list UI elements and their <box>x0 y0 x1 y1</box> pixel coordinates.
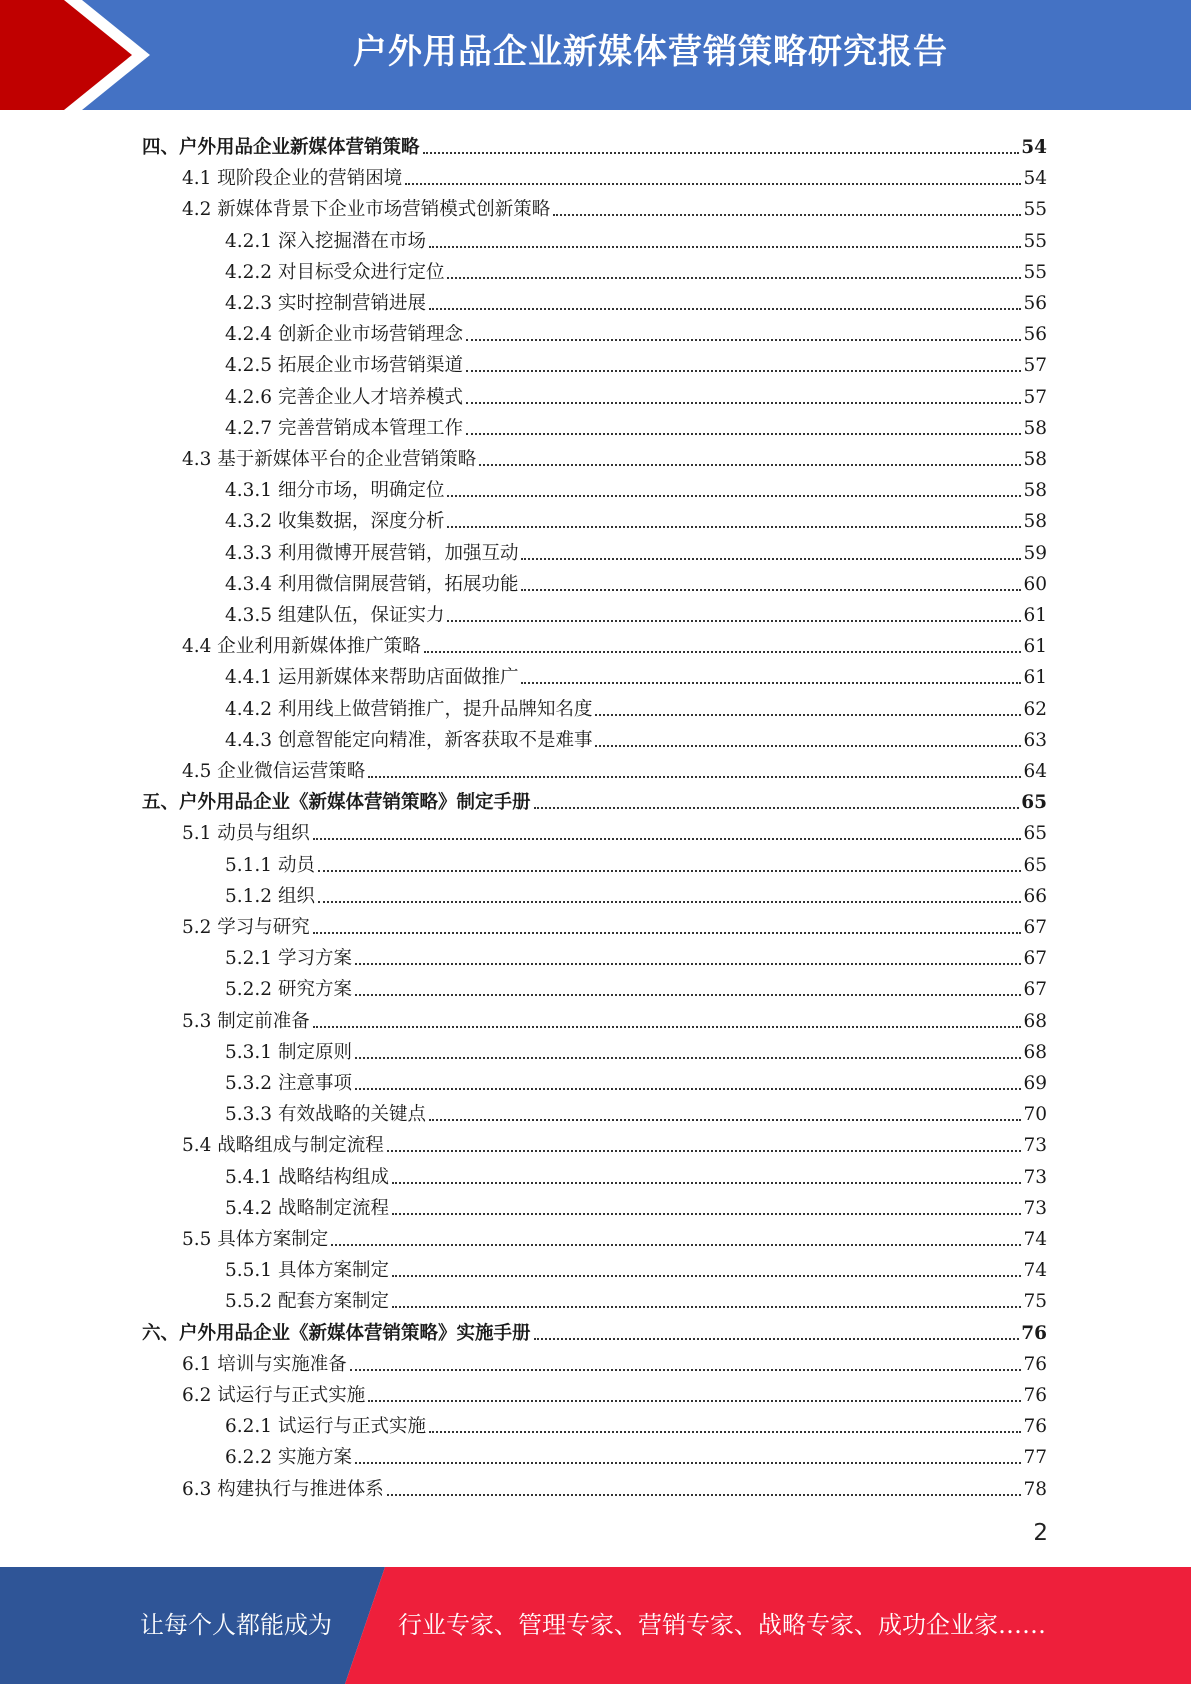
toc-leader-dots <box>447 526 1021 528</box>
toc-entry-title: 五、户外用品企业《新媒体营销策略》制定手册 <box>142 792 531 814</box>
toc-entry-page: 76 <box>1023 1385 1047 1406</box>
toc-leader-dots <box>429 308 1021 310</box>
toc-leader-dots <box>313 1026 1022 1028</box>
toc-leader-dots <box>466 370 1021 372</box>
toc-entry-title: 4.4 企业利用新媒体推广策略 <box>182 636 421 658</box>
toc-leader-dots <box>521 589 1021 591</box>
toc-entry-page: 61 <box>1023 667 1047 689</box>
toc-leader-dots <box>534 1338 1020 1340</box>
toc-entry[interactable] <box>142 970 1047 1001</box>
toc-leader-dots <box>350 1369 1022 1371</box>
toc-entry-title: 4.2.4 创新企业市场营销理念 <box>225 324 463 346</box>
toc-entry-page: 58 <box>1023 449 1047 470</box>
document-title: 户外用品企业新媒体营销策略研究报告 <box>353 32 948 72</box>
toc-entry-title: 5.3.2 注意事项 <box>225 1073 352 1094</box>
toc-leader-dots <box>318 870 1022 872</box>
toc-entry-title: 5.3.3 有效战略的关键点 <box>225 1104 426 1126</box>
toc-entry-title: 5.5 具体方案制定 <box>182 1229 329 1250</box>
toc-leader-dots <box>313 838 1022 840</box>
toc-entry[interactable] <box>142 253 1047 284</box>
toc-entry-page: 55 <box>1023 230 1047 252</box>
toc-entry-page: 61 <box>1023 605 1047 626</box>
toc-entry[interactable] <box>142 159 1047 190</box>
toc-entry-title: 4.4.3 创意智能定向精准，新客获取不是难事 <box>225 729 593 751</box>
toc-entry-title: 5.4.2 战略制定流程 <box>225 1197 389 1219</box>
toc-entry-page: 59 <box>1023 542 1047 564</box>
toc-entry-page: 68 <box>1023 1041 1047 1063</box>
toc-leader-dots <box>392 1306 1021 1308</box>
toc-entry-title: 4.3.5 组建队伍，保证实力 <box>225 605 445 626</box>
toc-entry[interactable] <box>142 783 1047 814</box>
toc-leader-dots <box>331 1244 1021 1246</box>
toc-entry[interactable] <box>142 1470 1047 1501</box>
toc-leader-dots <box>534 807 1020 809</box>
toc-leader-dots <box>447 277 1021 279</box>
toc-leader-dots <box>387 1150 1022 1152</box>
toc-entry-title: 4.5 企业微信运营策略 <box>182 761 366 782</box>
toc-entry-page: 67 <box>1023 979 1047 1001</box>
toc-entry[interactable] <box>142 627 1047 658</box>
toc-entry-page: 56 <box>1023 293 1047 314</box>
toc-entry[interactable] <box>142 908 1047 939</box>
toc-entry-title: 5.1.2 组织 <box>225 885 315 907</box>
toc-entry-title: 四、户外用品企业新媒体营销策略 <box>142 137 420 158</box>
toc-entry-title: 5.3.1 制定原则 <box>225 1041 352 1063</box>
toc-entry[interactable] <box>142 284 1047 315</box>
toc-entry-title: 5.2.2 研究方案 <box>225 979 352 1001</box>
toc-entry[interactable] <box>142 752 1047 783</box>
toc-entry-title: 4.3.1 细分市场，明确定位 <box>225 480 445 502</box>
toc-entry-title: 4.1 现阶段企业的营销困境 <box>182 168 403 190</box>
toc-entry-page: 64 <box>1023 761 1047 782</box>
toc-entry-page: 67 <box>1023 948 1047 970</box>
toc-entry-title: 4.2 新媒体背景下企业市场营销模式创新策略 <box>182 199 551 221</box>
toc-leader-dots <box>595 745 1021 747</box>
footer-slogan-right: 行业专家、管理专家、营销专家、战略专家、成功企业家…… <box>398 1611 1046 1639</box>
toc-leader-dots <box>447 495 1021 497</box>
toc-leader-dots <box>466 339 1021 341</box>
toc-leader-dots <box>355 994 1022 996</box>
toc-entry[interactable] <box>142 1345 1047 1376</box>
toc-entry-title: 6.2.2 实施方案 <box>225 1447 352 1469</box>
toc-entry-title: 六、户外用品企业《新媒体营销策略》实施手册 <box>142 1322 531 1344</box>
toc-entry[interactable] <box>142 1033 1047 1064</box>
toc-entry-title: 6.1 培训与实施准备 <box>182 1353 347 1375</box>
toc-entry-page: 60 <box>1023 573 1047 595</box>
toc-entry-page: 66 <box>1023 885 1047 907</box>
toc-entry-title: 5.3 制定前准备 <box>182 1010 310 1032</box>
toc-leader-dots <box>387 1494 1022 1496</box>
toc-entry[interactable] <box>142 1064 1047 1095</box>
toc-entry-title: 4.3.2 收集数据，深度分析 <box>225 511 445 533</box>
toc-leader-dots <box>405 183 1021 185</box>
toc-leader-dots <box>392 1213 1021 1215</box>
toc-entry[interactable] <box>142 658 1047 689</box>
toc-entry[interactable] <box>142 471 1047 502</box>
toc-entry-title: 4.3.4 利用微信開展营销，拓展功能 <box>225 573 519 595</box>
toc-entry[interactable] <box>142 1095 1047 1126</box>
toc-leader-dots <box>368 776 1021 778</box>
toc-entry-page: 76 <box>1023 1353 1047 1375</box>
page-header <box>0 0 1191 110</box>
toc-entry-page: 54 <box>1023 168 1047 190</box>
toc-entry-title: 4.4.2 利用线上做营销推广，提升品牌知名度 <box>225 698 593 720</box>
toc-entry-title: 5.4 战略组成与制定流程 <box>182 1135 384 1157</box>
toc-entry-title: 5.4.1 战略结构组成 <box>225 1166 389 1188</box>
toc-entry-title: 4.4.1 运用新媒体来帮助店面做推广 <box>225 667 519 689</box>
toc-entry-page: 54 <box>1021 137 1047 158</box>
toc-leader-dots <box>368 1400 1021 1402</box>
toc-entry[interactable] <box>142 1407 1047 1438</box>
toc-entry-title: 4.2.2 对目标受众进行定位 <box>225 261 445 283</box>
toc-entry-title: 4.2.7 完善营销成本管理工作 <box>225 417 463 439</box>
toc-leader-dots <box>355 1462 1022 1464</box>
toc-entry[interactable] <box>142 814 1047 845</box>
toc-entry-page: 57 <box>1023 386 1047 408</box>
toc-entry-title: 4.3.3 利用微博开展营销，加强互动 <box>225 542 519 564</box>
toc-entry-page: 75 <box>1023 1291 1047 1313</box>
toc-leader-dots <box>423 152 1020 154</box>
toc-entry-page: 62 <box>1023 698 1047 720</box>
toc-entry-title: 6.2.1 试运行与正式实施 <box>225 1416 426 1438</box>
toc-entry[interactable] <box>142 534 1047 565</box>
toc-entry[interactable] <box>142 378 1047 409</box>
toc-entry-page: 55 <box>1023 261 1047 283</box>
toc-entry[interactable] <box>142 1189 1047 1220</box>
toc-entry-page: 61 <box>1023 636 1047 658</box>
toc-entry-page: 69 <box>1023 1073 1047 1094</box>
toc-entry[interactable] <box>142 596 1047 627</box>
toc-leader-dots <box>479 464 1021 466</box>
toc-entry-page: 73 <box>1023 1166 1047 1188</box>
toc-entry[interactable] <box>142 877 1047 908</box>
toc-entry-page: 55 <box>1023 199 1047 221</box>
toc-entry[interactable] <box>142 440 1047 471</box>
toc-entry-page: 76 <box>1021 1322 1047 1344</box>
toc-entry-page: 58 <box>1023 511 1047 533</box>
toc-entry[interactable] <box>142 565 1047 596</box>
toc-entry-page: 68 <box>1023 1010 1047 1032</box>
toc-entry[interactable] <box>142 346 1047 377</box>
toc-entry-page: 74 <box>1023 1229 1047 1250</box>
toc-leader-dots <box>553 214 1021 216</box>
toc-entry-page: 58 <box>1023 417 1047 439</box>
toc-leader-dots <box>447 620 1021 622</box>
toc-entry-title: 5.5.1 具体方案制定 <box>225 1260 389 1282</box>
toc-leader-dots <box>355 1088 1022 1090</box>
toc-leader-dots <box>466 402 1021 404</box>
toc-leader-dots <box>521 682 1021 684</box>
toc-entry[interactable] <box>142 1282 1047 1313</box>
toc-leader-dots <box>521 558 1021 560</box>
toc-entry-title: 4.2.5 拓展企业市场营销渠道 <box>225 355 463 377</box>
toc-entry[interactable] <box>142 1002 1047 1033</box>
toc-entry[interactable] <box>142 1220 1047 1251</box>
toc-entry-page: 65 <box>1021 792 1047 814</box>
toc-entry[interactable] <box>142 315 1047 346</box>
toc-entry-page: 74 <box>1023 1260 1047 1282</box>
toc-entry[interactable] <box>142 1438 1047 1469</box>
toc-entry-title: 5.5.2 配套方案制定 <box>225 1291 389 1313</box>
toc-entry[interactable] <box>142 1126 1047 1157</box>
toc-leader-dots <box>429 1431 1021 1433</box>
toc-entry[interactable] <box>142 190 1047 221</box>
toc-entry[interactable] <box>142 502 1047 533</box>
toc-entry-title: 5.2 学习与研究 <box>182 917 310 938</box>
page-footer <box>0 1567 1191 1684</box>
toc-entry[interactable] <box>142 1376 1047 1407</box>
toc-entry-title: 5.1.1 动员 <box>225 854 315 876</box>
toc-leader-dots <box>392 1275 1021 1277</box>
toc-entry[interactable] <box>142 128 1047 159</box>
toc-entry[interactable] <box>142 1314 1047 1345</box>
toc-leader-dots <box>429 1119 1021 1121</box>
toc-entry-title: 4.2.1 深入挖掘潜在市场 <box>225 230 426 252</box>
toc-entry-title: 4.2.3 实时控制营销进展 <box>225 293 426 314</box>
toc-entry-page: 73 <box>1023 1197 1047 1219</box>
toc-entry[interactable] <box>142 721 1047 752</box>
toc-entry-page: 58 <box>1023 480 1047 502</box>
toc-entry-title: 4.2.6 完善企业人才培养模式 <box>225 386 463 408</box>
toc-entry-title: 6.2 试运行与正式实施 <box>182 1385 366 1406</box>
toc-entry-title: 5.2.1 学习方案 <box>225 948 352 970</box>
toc-entry[interactable] <box>142 1251 1047 1282</box>
toc-leader-dots <box>313 932 1022 934</box>
toc-leader-dots <box>355 963 1022 965</box>
toc-entry[interactable] <box>142 222 1047 253</box>
toc-leader-dots <box>318 901 1022 903</box>
toc-leader-dots <box>466 433 1021 435</box>
toc-entry[interactable] <box>142 846 1047 877</box>
toc-entry[interactable] <box>142 939 1047 970</box>
toc-entry-title: 4.3 基于新媒体平台的企业营销策略 <box>182 449 477 470</box>
toc-entry-page: 78 <box>1023 1478 1047 1500</box>
toc-entry-page: 77 <box>1023 1447 1047 1469</box>
toc-entry[interactable] <box>142 409 1047 440</box>
toc-entry[interactable] <box>142 690 1047 721</box>
toc-entry-page: 73 <box>1023 1135 1047 1157</box>
toc-leader-dots <box>355 1057 1022 1059</box>
toc-leader-dots <box>392 1182 1021 1184</box>
toc-entry-page: 67 <box>1023 917 1047 938</box>
toc-entry-title: 5.1 动员与组织 <box>182 823 310 845</box>
toc-entry-title: 6.3 构建执行与推进体系 <box>182 1478 384 1500</box>
toc-leader-dots <box>429 246 1021 248</box>
page-number: 2 <box>1033 1520 1048 1546</box>
toc-entry-page: 65 <box>1023 854 1047 876</box>
toc-entry-page: 65 <box>1023 823 1047 845</box>
toc-entry-page: 76 <box>1023 1416 1047 1438</box>
toc-entry-page: 70 <box>1023 1104 1047 1126</box>
toc-leader-dots <box>595 714 1021 716</box>
toc-entry-page: 63 <box>1023 729 1047 751</box>
footer-slogan-left: 让每个人都能成为 <box>140 1611 332 1639</box>
toc-entry-page: 56 <box>1023 324 1047 346</box>
toc-entry-page: 57 <box>1023 355 1047 377</box>
toc-leader-dots <box>424 651 1022 653</box>
toc-entry[interactable] <box>142 1158 1047 1189</box>
